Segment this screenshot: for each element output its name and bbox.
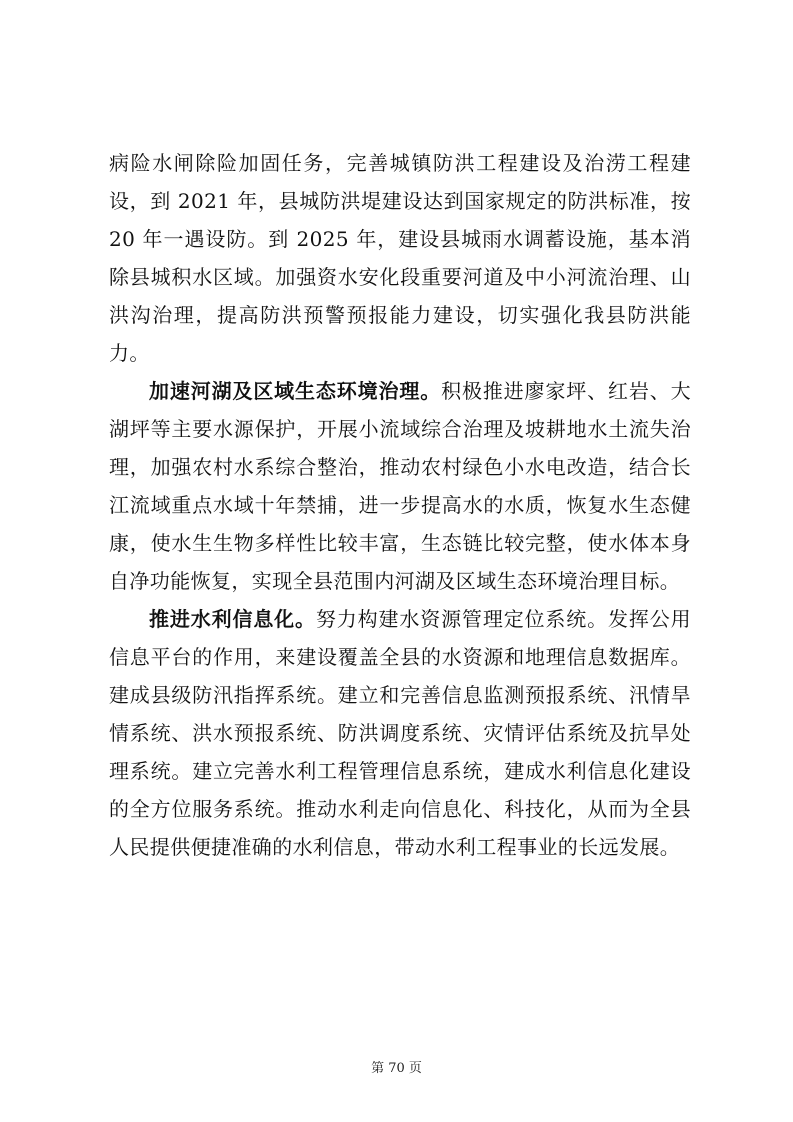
paragraph-flood-control — [109, 144, 691, 372]
paragraph-text: 病险水闸除险加固任务，完善城镇防洪工程建设及治涝工程建设，到 2021 年，县城防洪堤建设达到国家规定的防洪标准，按 20 年一遇设防。到 2025 年，建设县城雨水调蓄设施，基本消除县城积水区域。加强资水安化段重要河道及中小河流治理、山洪沟治理，提高防洪预警预报能力建设，切实强化我县防洪能力。 — [109, 151, 691, 365]
body-text — [109, 144, 691, 866]
paragraph-informatization — [109, 600, 691, 866]
paragraph-text: 努力构建水资源管理定位系统。发挥公用信息平台的作用，来建设覆盖全县的水资源和地理信息数据库。建成县级防汛指挥系统。建立和完善信息监测预报系统、汛情旱情系统、洪水预报系统、防洪调度系统、灾情评估系统及抗旱处理系统。建立完善水利工程管理信息系统，建成水利信息化建设的全方位服务系统。推动水利走向信息化、科技化，从而为全县人民提供便捷准确的水利信息，带动水利工程事业的长远发展。 — [109, 607, 692, 859]
paragraph-heading: 加速河湖及区域生态环境治理。 — [149, 379, 442, 403]
page-number: 第 70 页 — [371, 1061, 422, 1076]
paragraph-ecology — [109, 372, 691, 600]
paragraph-text: 积极推进廖家坪、红岩、大湖坪等主要水源保护，开展小流域综合治理及坡耕地水土流失治理，加强农村水系综合整治，推动农村绿色小水电改造，结合长江流域重点水域十年禁捕，进一步提高水的水质，恢复水生态健康，使水生生物多样性比较丰富，生态链比较完整，使水体本身自净功能恢复，实现全县范围内河湖及区域生态环境治理目标。 — [109, 379, 691, 593]
paragraph-heading: 推进水利信息化。 — [149, 607, 316, 631]
